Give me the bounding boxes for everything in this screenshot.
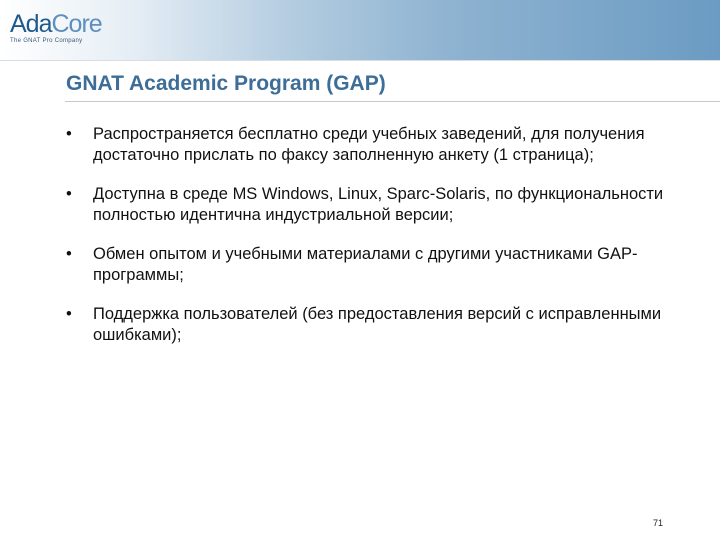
bullet-text: Обмен опытом и учебными материалами с другими участниками GAP-программы; xyxy=(93,245,638,284)
title-divider xyxy=(65,101,720,102)
bullet-item xyxy=(66,124,666,166)
bullet-text: Поддержка пользователей (без предоставления версий с исправленными ошибками); xyxy=(93,305,662,344)
bullet-icon: • xyxy=(66,185,72,203)
bullet-item xyxy=(66,304,666,346)
bullet-icon: • xyxy=(66,125,72,143)
bullet-icon: • xyxy=(66,305,72,323)
bullet-text: Распространяется бесплатно среди учебных заведений, для получения достаточно прислать по факсу заполненную анкету (1 страница); xyxy=(93,125,645,164)
header-banner xyxy=(0,0,720,61)
page-number: 71 xyxy=(653,518,664,528)
logo-text-core: Core xyxy=(51,10,102,38)
bullet-icon: • xyxy=(66,245,72,263)
slide-title: GNAT Academic Program (GAP) xyxy=(66,72,386,95)
bullet-list xyxy=(66,124,666,364)
adacore-logo xyxy=(10,12,102,44)
bullet-item xyxy=(66,244,666,286)
logo-text-ada: Ada xyxy=(10,10,52,38)
bullet-text: Доступна в среде MS Windows, Linux, Sparc-Solaris, по функциональности полностью идентична индустриальной версии; xyxy=(93,185,664,224)
bullet-item xyxy=(66,184,666,226)
logo-tagline: The GNAT Pro Company xyxy=(10,38,83,44)
